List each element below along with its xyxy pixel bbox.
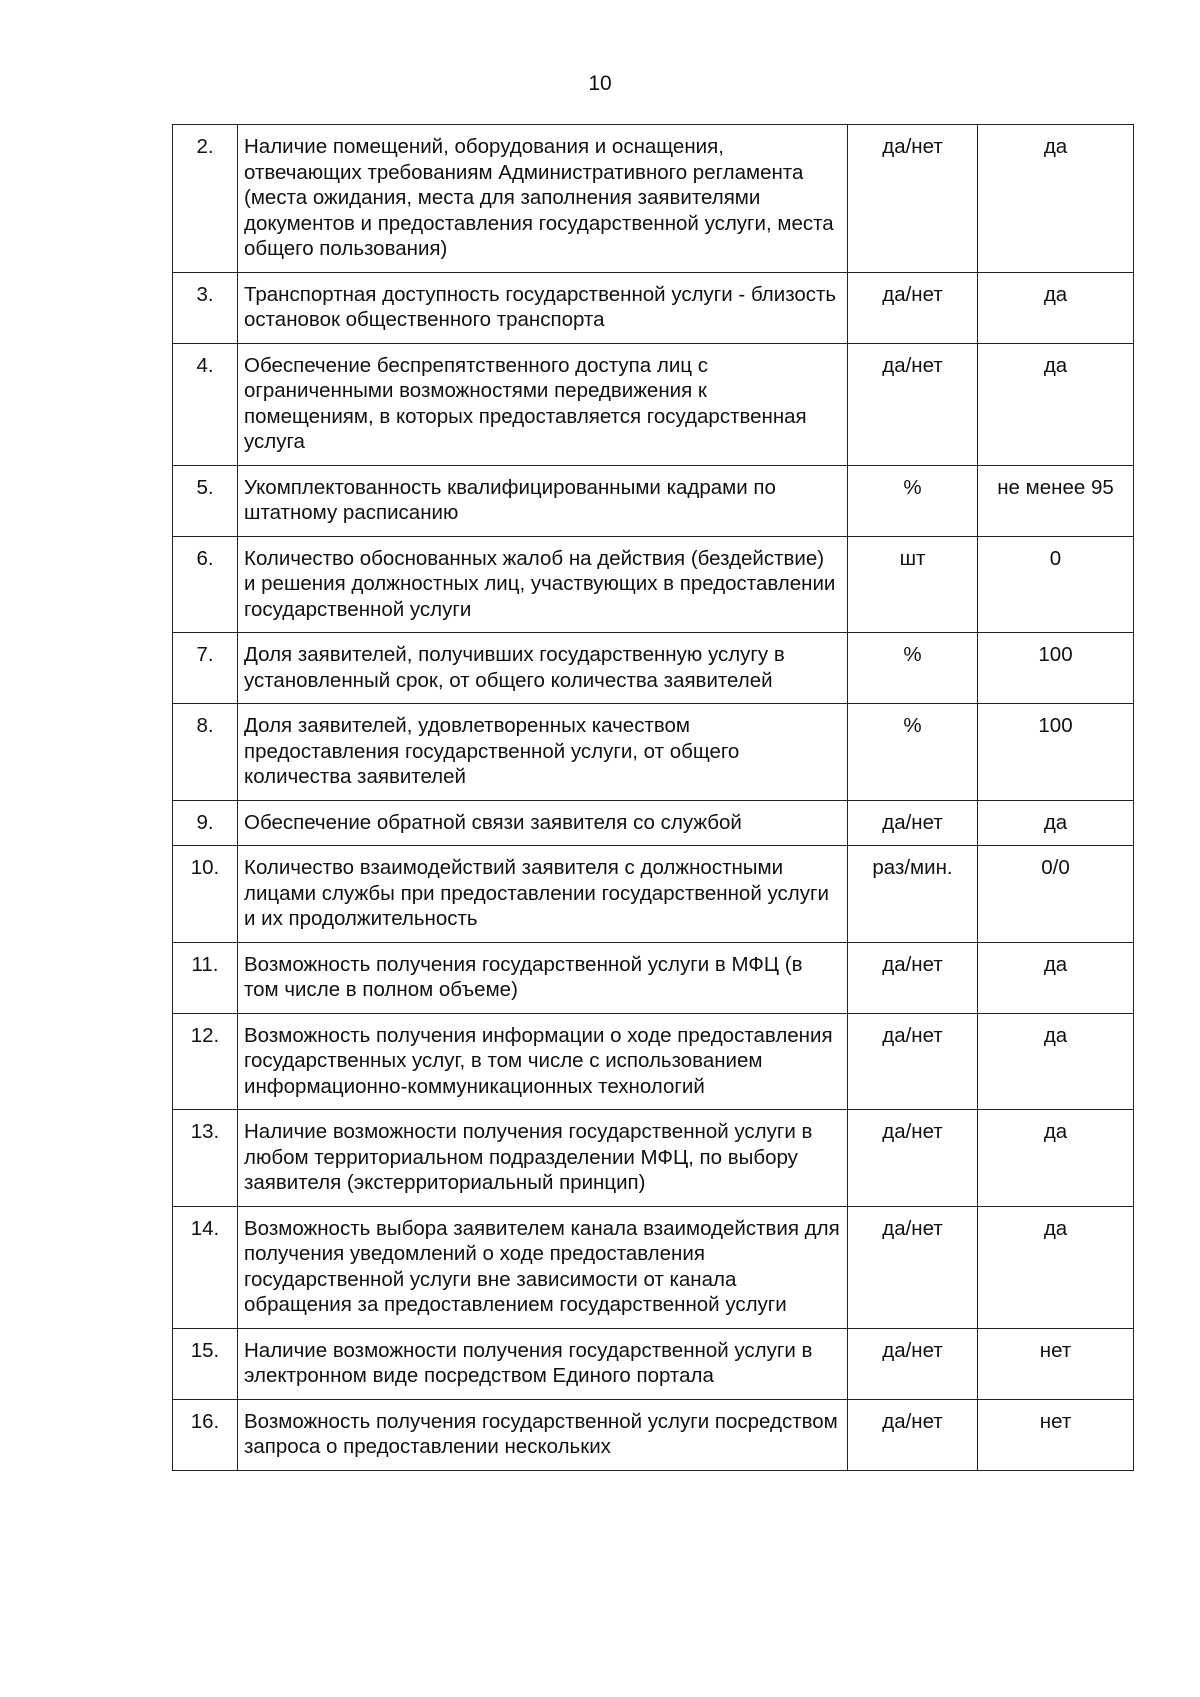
row-number: 7. <box>173 633 238 704</box>
normative-value: 0/0 <box>978 846 1134 943</box>
normative-value: да <box>978 1013 1134 1110</box>
normative-value: да <box>978 942 1134 1013</box>
row-number: 4. <box>173 343 238 465</box>
table-row <box>173 942 1134 1013</box>
normative-value: да <box>978 800 1134 846</box>
table-row <box>173 536 1134 633</box>
row-number: 5. <box>173 465 238 536</box>
unit-of-measure: да/нет <box>848 942 978 1013</box>
row-number: 13. <box>173 1110 238 1207</box>
row-number: 14. <box>173 1206 238 1328</box>
table-row <box>173 1206 1134 1328</box>
normative-value: нет <box>978 1328 1134 1399</box>
row-number: 3. <box>173 272 238 343</box>
row-number: 8. <box>173 704 238 801</box>
table-row <box>173 1328 1134 1399</box>
normative-value: да <box>978 1206 1134 1328</box>
row-number: 9. <box>173 800 238 846</box>
indicator-name: Обеспечение обратной связи заявителя со службой <box>238 800 848 846</box>
normative-value: да <box>978 125 1134 273</box>
unit-of-measure: да/нет <box>848 272 978 343</box>
indicator-name: Транспортная доступность государственной услуги - близость остановок общественного транспорта <box>238 272 848 343</box>
table-row <box>173 1399 1134 1470</box>
row-number: 6. <box>173 536 238 633</box>
normative-value: 100 <box>978 633 1134 704</box>
indicator-name: Доля заявителей, удовлетворенных качеством предоставления государственной услуги, от общего количества заявителей <box>238 704 848 801</box>
indicator-name: Укомплектованность квалифицированными кадрами по штатному расписанию <box>238 465 848 536</box>
table-row <box>173 800 1134 846</box>
unit-of-measure: да/нет <box>848 1328 978 1399</box>
table-row <box>173 343 1134 465</box>
table-row <box>173 1110 1134 1207</box>
normative-value: да <box>978 272 1134 343</box>
unit-of-measure: да/нет <box>848 343 978 465</box>
unit-of-measure: % <box>848 704 978 801</box>
normative-value: не менее 95 <box>978 465 1134 536</box>
indicator-name: Количество взаимодействий заявителя с должностными лицами службы при предоставлении государственной услуги и их продолжительность <box>238 846 848 943</box>
normative-value: да <box>978 343 1134 465</box>
unit-of-measure: да/нет <box>848 1110 978 1207</box>
table-row <box>173 633 1134 704</box>
table-row <box>173 846 1134 943</box>
indicator-name: Возможность выбора заявителем канала взаимодействия для получения уведомлений о ходе предоставления государственной услуги вне зависимости от канала обращения за предоставлением государственной услуги <box>238 1206 848 1328</box>
indicator-name: Обеспечение беспрепятственного доступа лиц с ограниченными возможностями передвижения к помещениям, в которых предоставляется государственная услуга <box>238 343 848 465</box>
indicator-name: Возможность получения государственной услуги в МФЦ (в том числе в полном объеме) <box>238 942 848 1013</box>
indicator-name: Доля заявителей, получивших государственную услугу в установленный срок, от общего количества заявителей <box>238 633 848 704</box>
normative-value: нет <box>978 1399 1134 1470</box>
indicator-name: Количество обоснованных жалоб на действия (бездействие) и решения должностных лиц, участвующих в предоставлении государственной услуги <box>238 536 848 633</box>
normative-value: 100 <box>978 704 1134 801</box>
indicator-name: Наличие помещений, оборудования и оснащения, отвечающих требованиям Административного регламента (места ожидания, места для заполнения заявителями документов и предоставления государственной услуги, места общего пользования) <box>238 125 848 273</box>
indicators-table <box>172 124 1134 1471</box>
table-row <box>173 465 1134 536</box>
unit-of-measure: да/нет <box>848 1013 978 1110</box>
row-number: 16. <box>173 1399 238 1470</box>
row-number: 11. <box>173 942 238 1013</box>
table-row <box>173 704 1134 801</box>
row-number: 2. <box>173 125 238 273</box>
unit-of-measure: % <box>848 465 978 536</box>
normative-value: да <box>978 1110 1134 1207</box>
indicator-name: Наличие возможности получения государственной услуги в электронном виде посредством Единого портала <box>238 1328 848 1399</box>
unit-of-measure: да/нет <box>848 800 978 846</box>
row-number: 12. <box>173 1013 238 1110</box>
table-row <box>173 125 1134 273</box>
indicator-name: Возможность получения государственной услуги посредством запроса о предоставлении нескольких <box>238 1399 848 1470</box>
normative-value: 0 <box>978 536 1134 633</box>
unit-of-measure: да/нет <box>848 1206 978 1328</box>
unit-of-measure: да/нет <box>848 1399 978 1470</box>
indicators-table-body <box>173 125 1134 1471</box>
table-row <box>173 1013 1134 1110</box>
unit-of-measure: да/нет <box>848 125 978 273</box>
indicator-name: Наличие возможности получения государственной услуги в любом территориальном подразделении МФЦ, по выбору заявителя (экстерриториальный принцип) <box>238 1110 848 1207</box>
row-number: 15. <box>173 1328 238 1399</box>
page-number: 10 <box>588 72 612 95</box>
table-row <box>173 272 1134 343</box>
unit-of-measure: % <box>848 633 978 704</box>
unit-of-measure: раз/мин. <box>848 846 978 943</box>
indicator-name: Возможность получения информации о ходе предоставления государственных услуг, в том числе с использованием информационно-коммуникационных технологий <box>238 1013 848 1110</box>
unit-of-measure: шт <box>848 536 978 633</box>
row-number: 10. <box>173 846 238 943</box>
